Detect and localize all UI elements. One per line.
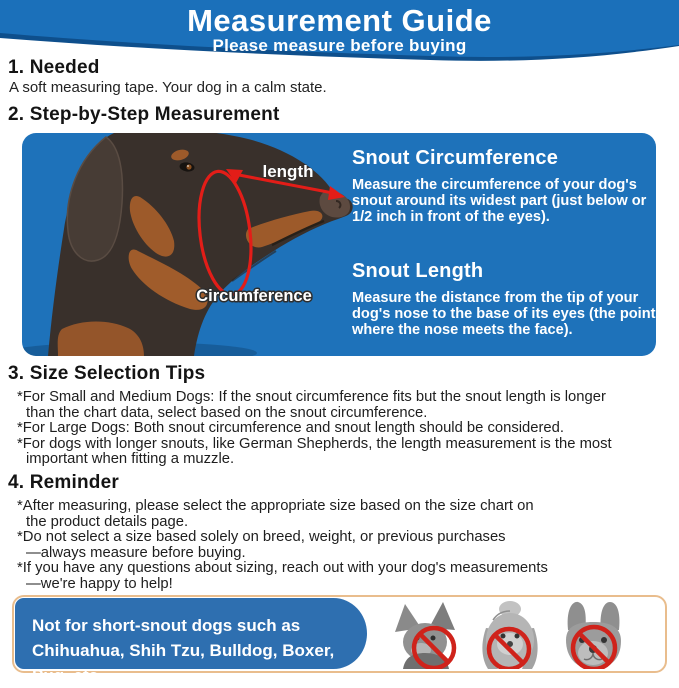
reminder-line: *After measuring, please select the appropriate size based on the size chart on — [17, 498, 534, 514]
section1-heading: 1. Needed — [8, 57, 100, 78]
section1-body: A soft measuring tape. Your dog in a calm state. — [9, 79, 327, 96]
reminder-line: —always measure before buying. — [26, 544, 246, 561]
shih-tzu-icon — [482, 601, 537, 669]
circumference-label: Circumference — [196, 287, 312, 305]
section3-heading: 3. Size Selection Tips — [8, 363, 206, 384]
reminder-line: —we're happy to help! — [26, 575, 173, 592]
length-label: length — [262, 162, 314, 181]
tip-line: important when fitting a muzzle. — [26, 451, 235, 467]
snout-length-body: Measure the distance from the tip of your dog's nose to the base of its eyes (the point where the nose meets the face). — [352, 290, 656, 338]
header-banner — [0, 0, 679, 64]
excluded-breeds-illustration — [385, 598, 665, 669]
page-title: Measurement Guide — [187, 3, 492, 38]
section4-reminders — [0, 499, 670, 592]
snout-circumference-block — [352, 147, 656, 225]
chihuahua-icon — [395, 602, 455, 669]
snout-length-heading: Snout Length — [352, 260, 484, 282]
tip-line: *For Small and Medium Dogs: If the snout circumference fits but the snout length is longer — [17, 389, 606, 405]
notice-text: Not for short-snout dogs such as Chihuahua, Shih Tzu, Bulldog, Boxer, Pug, etc. — [32, 616, 335, 685]
notice-blue-ribbon — [15, 598, 367, 685]
measurement-diagram-panel — [22, 133, 656, 356]
reminder-line: *If you have any questions about sizing, reach out with your dog's measurements — [17, 560, 548, 576]
tip-line: *For Large Dogs: Both snout circumference and snout length should be considered. — [17, 420, 564, 436]
snout-circumference-heading: Snout Circumference — [352, 147, 559, 169]
page-subtitle: Please measure before buying — [212, 36, 467, 55]
snout-length-block — [352, 260, 656, 338]
reminder-line: *Do not select a size based solely on breed, weight, or previous purchases — [17, 529, 506, 545]
not-for-short-snout-notice — [12, 595, 667, 685]
tip-line: *For dogs with longer snouts, like German Shepherds, the length measurement is the most — [17, 435, 612, 452]
french-bulldog-icon — [566, 602, 621, 669]
section2-heading: 2. Step-by-Step Measurement — [8, 104, 280, 125]
snout-circumference-body: Measure the circumference of your dog's snout around its widest part (just below or 1/2 inch in front of the eyes). — [352, 177, 647, 225]
section4-heading: 4. Reminder — [8, 472, 119, 493]
tip-line: than the chart data, select based on the snout circumference. — [26, 404, 428, 421]
reminder-line: the product details page. — [26, 513, 189, 530]
section3-tips — [0, 390, 670, 468]
